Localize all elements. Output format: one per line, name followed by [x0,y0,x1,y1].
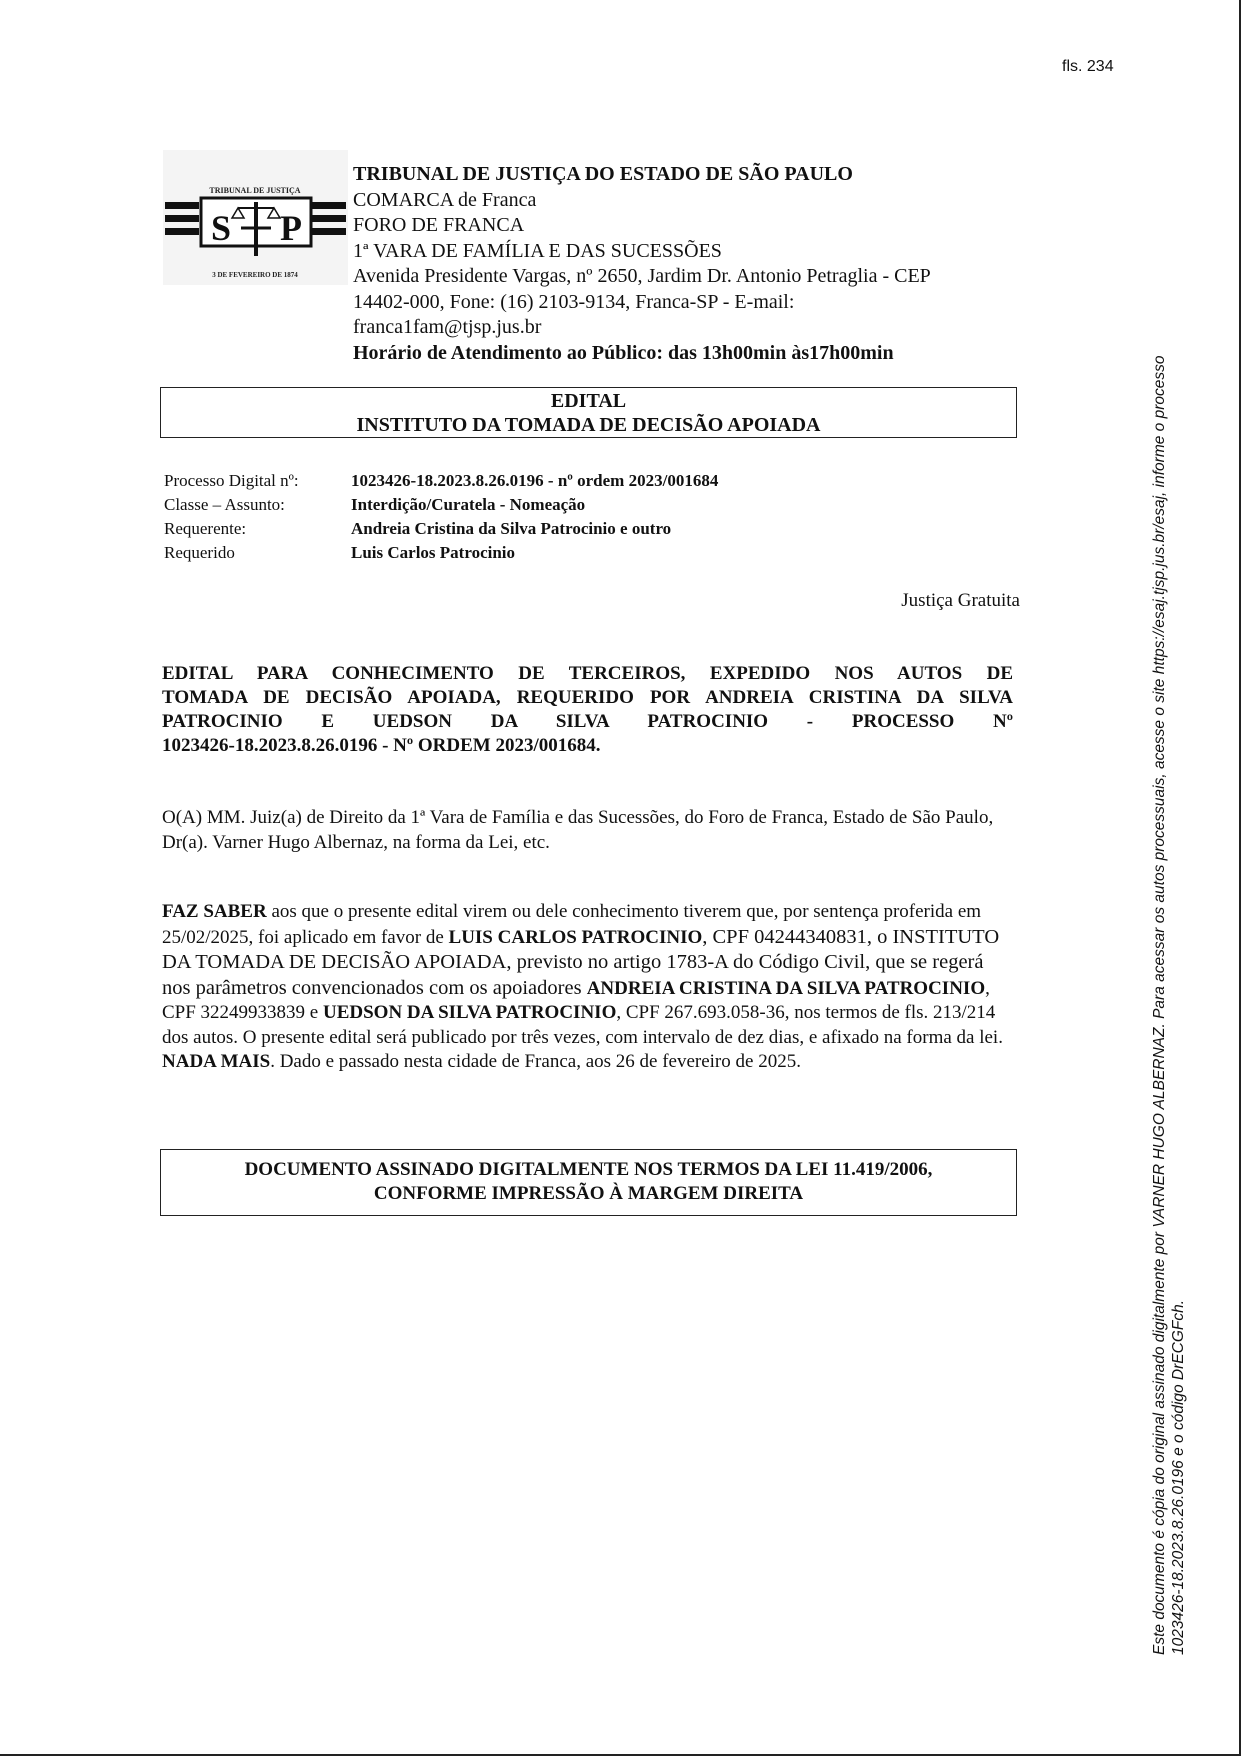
case-info-label: Requerido [164,543,235,562]
main-text: , CPF 32249933839 e [162,977,990,1023]
seal-top-text: TRIBUNAL DE JUSTIÇA [209,186,301,195]
seal-letter-p: P [280,208,302,248]
signature-line-1: DOCUMENTO ASSINADO DIGITALMENTE NOS TERMOS DA LEI 11.419/2006, [244,1159,933,1180]
supporter-name: UEDSON DA SILVA PATROCINIO [323,1002,617,1023]
justica-gratuita: Justiça Gratuita [901,590,1020,611]
case-info-row [164,469,718,493]
case-info [164,469,718,565]
address-line-2: 14402-000, Fone: (16) 2103-9134, Franca-SP - E-mail: [353,290,795,313]
tjsp-seal-logo [163,150,348,285]
edital-heading-line: 1023426-18.2023.8.26.0196 - Nº ORDEM 2023/001684. [162,735,601,756]
side-authentication-note [1151,356,1188,1655]
case-info-value: 1023426-18.2023.8.26.0196 - nº ordem 2023/001684 [351,471,719,490]
judge-paragraph: O(A) MM. Juiz(a) de Direito da 1ª Vara de Família e das Sucessões, do Foro de Franca, Estado de São Paulo, Dr(a). Varner Hugo Albernaz, na forma da Lei, etc. [162,807,994,853]
email: franca1fam@tjsp.jus.br [353,316,542,338]
foro: FORO DE FRANCA [353,214,525,236]
office-hours: Horário de Atendimento ao Público: das 13h00min às17h00min [353,341,894,364]
main-text: , CPF 04244340831, o INSTITUTO DA TOMADA DE DECISÃO APOIADA, previsto no artigo 1783-A do Código Civil, que se regerá nos parâmetros convencionados com os apoiadores [162,925,1000,999]
case-info-label: Classe – Assunto: [164,495,285,514]
edital-heading-line: PATROCINIO E UEDSON DA SILVA PATROCINIO - PROCESSO Nº [162,711,1013,732]
case-info-row [164,517,718,541]
page-number: fls. 234 [1062,58,1114,75]
side-note-line-2: 1023426-18.2023.8.26.0196 e o código DrECGFch. [1169,1299,1187,1655]
case-info-value: Andreia Cristina da Silva Patrocinio e outro [351,519,672,538]
main-text: aos que o presente edital virem ou dele conhecimento tiverem que, por sentença proferida em 25/02/2025, foi aplicado em favor de [162,901,982,948]
nada-mais: NADA MAIS [162,1051,271,1072]
seal-bottom-text: 3 DE FEVEREIRO DE 1874 [212,271,298,279]
case-info-label: Requerente: [164,519,247,538]
case-info-value: Interdição/Curatela - Nomeação [351,495,586,514]
address-line-1: Avenida Presidente Vargas, nº 2650, Jardim Dr. Antonio Petraglia - CEP [353,265,931,287]
vara: 1ª VARA DE FAMÍLIA E DAS SUCESSÕES [353,239,722,262]
signature-line-2: CONFORME IMPRESSÃO À MARGEM DIREITA [373,1183,804,1204]
main-paragraph [162,900,1013,1075]
comarca: COMARCA de Franca [353,188,537,211]
edital-heading [162,662,1013,758]
faz-saber: FAZ SABER [162,901,267,922]
supporter-name: ANDREIA CRISTINA DA SILVA PATROCINIO [586,977,986,999]
case-info-value: Luis Carlos Patrocinio [351,543,516,562]
digital-signature-box [160,1149,1017,1216]
edital-heading-line: EDITAL PARA CONHECIMENTO DE TERCEIROS, EXPEDIDO NOS AUTOS DE [162,663,1013,684]
edital-heading-line: TOMADA DE DECISÃO APOIADA, REQUERIDO POR ANDREIA CRISTINA DA SILVA [162,687,1013,708]
main-text: , CPF 267.693.058-36, nos termos de fls. 213/214 dos autos. O presente edital será publicado por três vezes, com intervalo de dez dias, e afixado na forma da lei. [162,1002,1003,1048]
main-text: . Dado e passado nesta cidade de Franca, aos 26 de fevereiro de 2025. [270,1051,801,1072]
court-header [353,162,993,366]
title-line-2: INSTITUTO DA TOMADA DE DECISÃO APOIADA [356,414,821,436]
edital-title-box [160,387,1017,438]
court-name: TRIBUNAL DE JUSTIÇA DO ESTADO DE SÃO PAULO [353,163,853,185]
side-note-line-1: Este documento é cópia do original assinado digitalmente por VARNER HUGO ALBERNAZ. Para acessar os autos processuais, acesse o site https://esaj.tjsp.jus.br/esaj, informe o processo [1151,355,1168,1655]
title-line-1: EDITAL [550,390,627,412]
case-info-row [164,493,718,517]
seal-letter-s: S [210,208,232,248]
case-info-label: Processo Digital nº: [164,471,299,490]
beneficiary-name: LUIS CARLOS PATROCINIO [448,926,703,948]
case-info-row [164,541,718,565]
